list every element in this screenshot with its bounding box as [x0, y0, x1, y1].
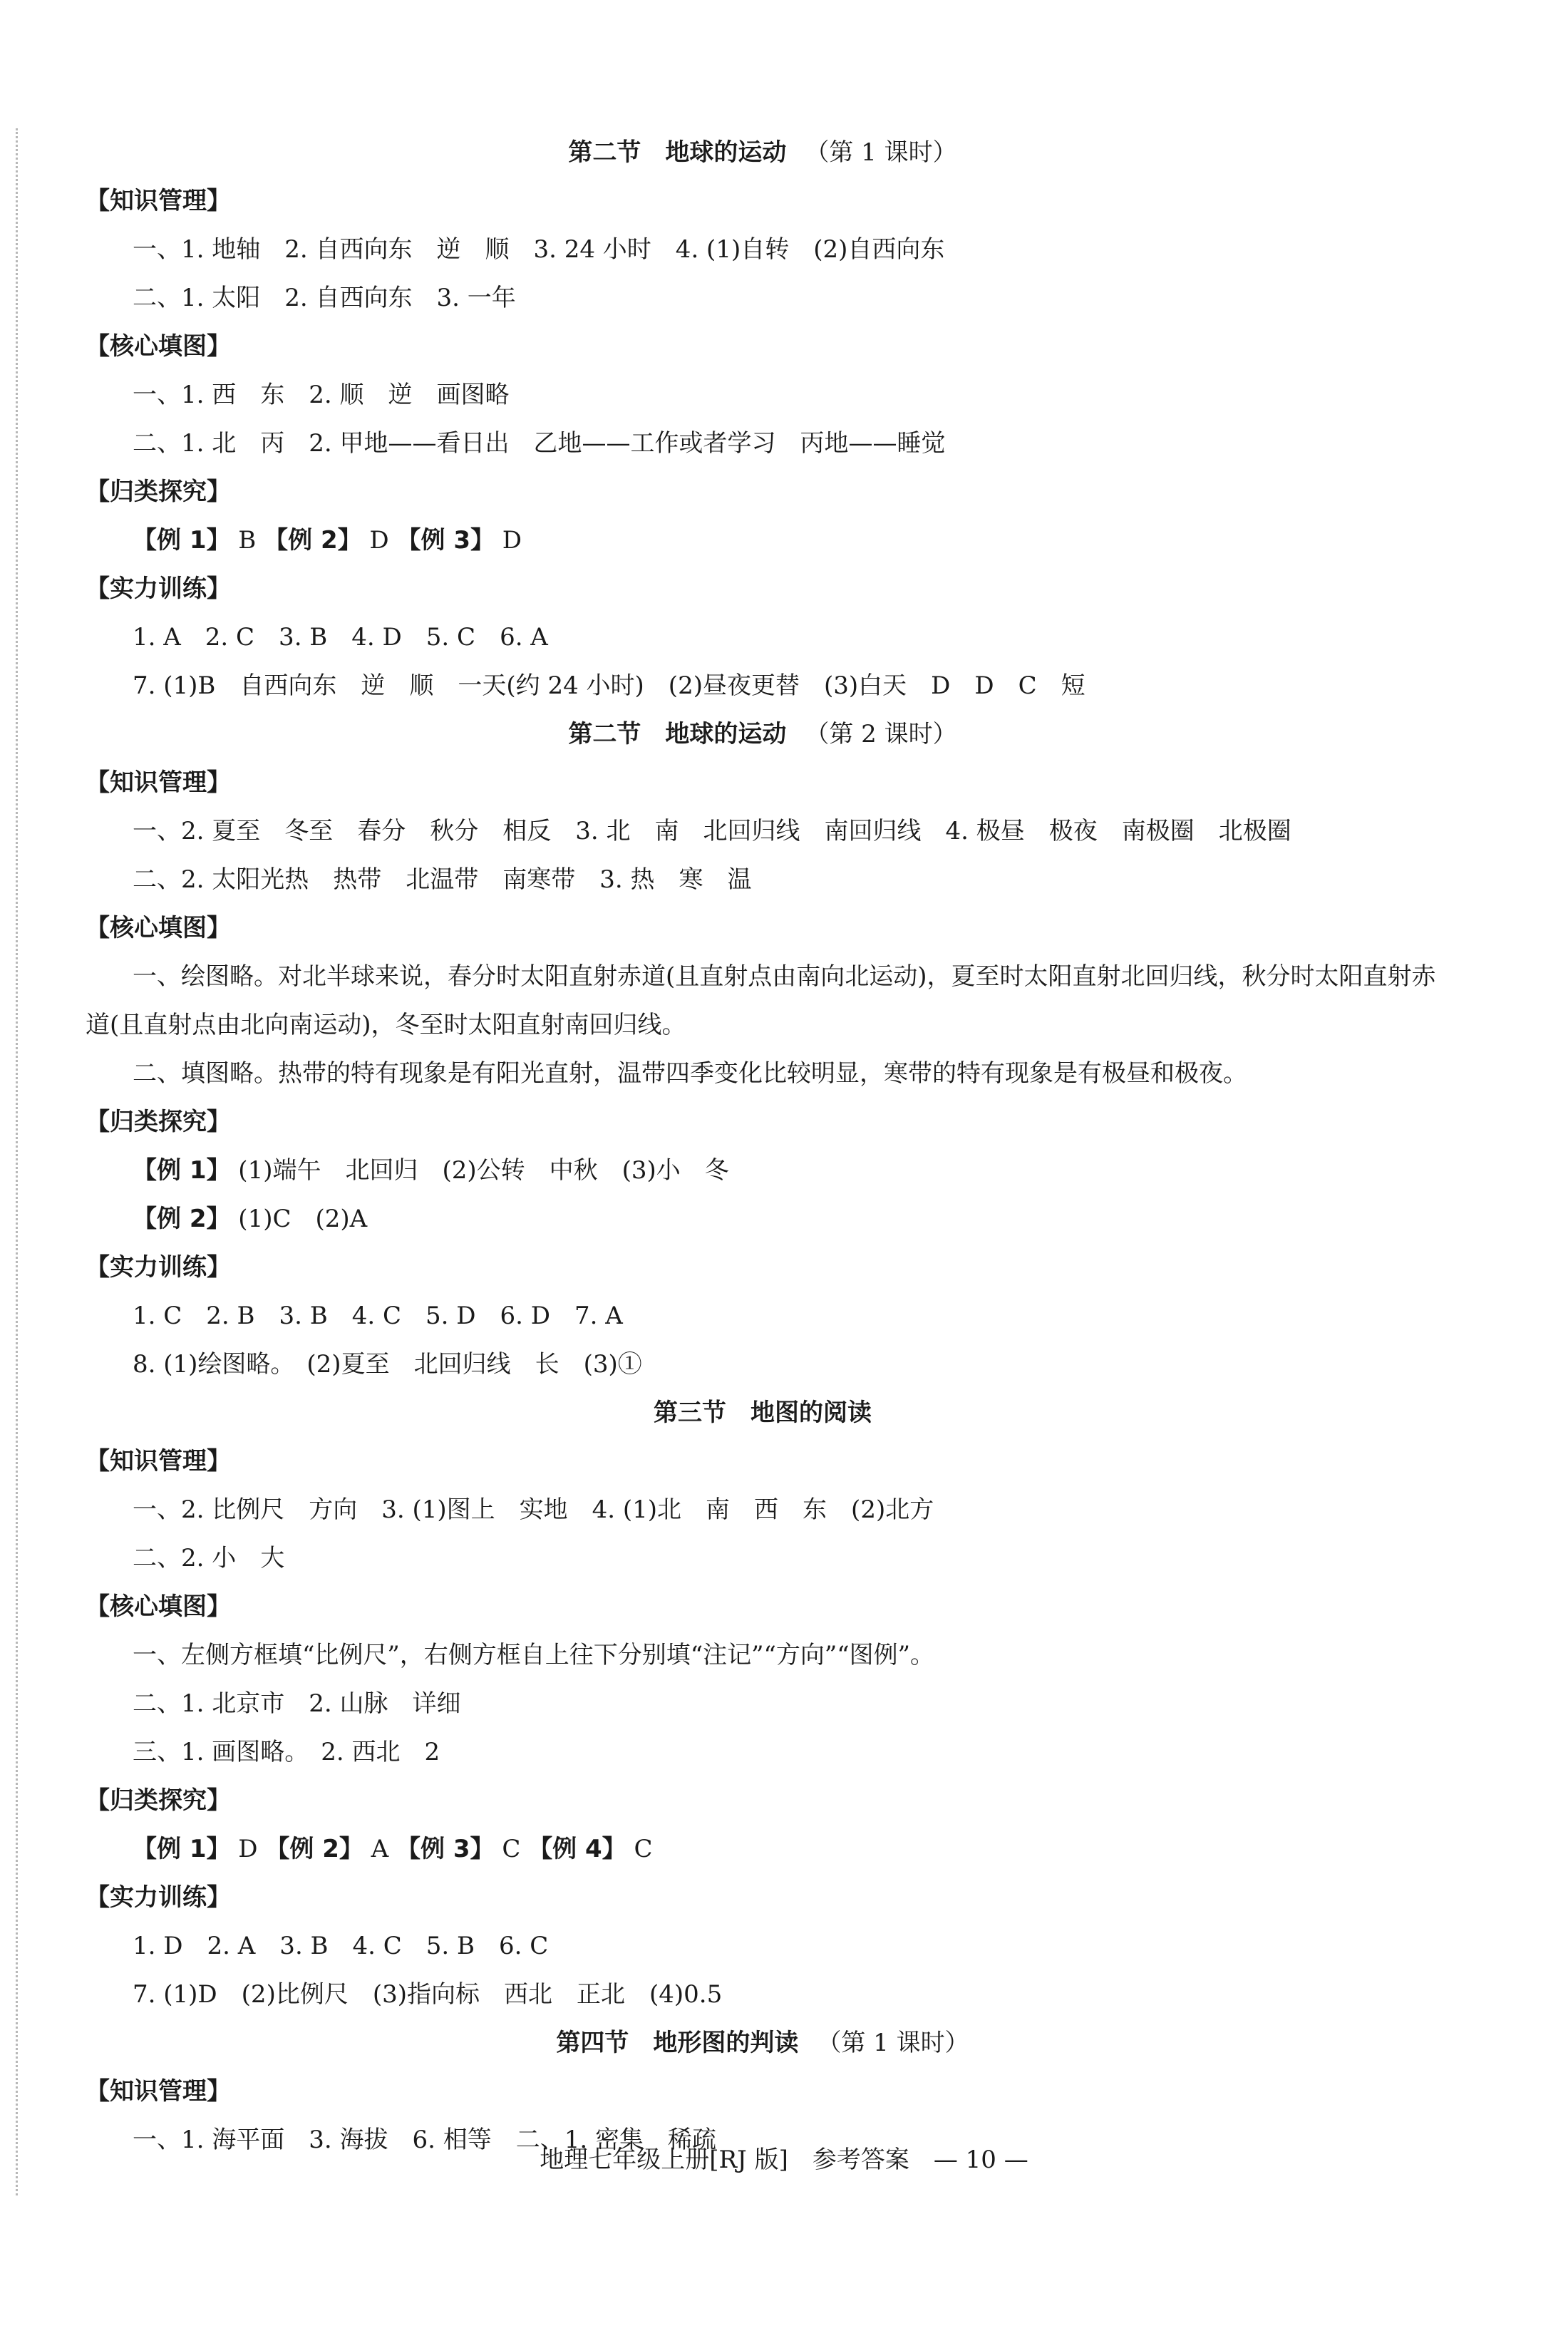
label-knowledge: 【知识管理】	[86, 187, 231, 215]
answer-content	[86, 128, 1440, 2164]
page-footer: 地理七年级上册[RJ 版] 参考答案 — 10 —	[540, 2146, 1028, 2174]
binding-margin-dots	[16, 128, 18, 2195]
answer-line: 一、1. 西 东 2. 顺 逆 画图略	[133, 381, 510, 409]
examples-line: 【例 2】 (1)C (2)A	[133, 1205, 368, 1233]
answer-line: 1. C 2. B 3. B 4. C 5. D 6. D 7. A	[133, 1302, 623, 1330]
example-tag: 【例 3】	[396, 1835, 495, 1863]
answer-line: 一、2. 夏至 冬至 春分 秋分 相反 3. 北 南 北回归线 南回归线 4. 极昼 极夜 南极圈 北极圈	[133, 817, 1291, 845]
example-tag: 【例 2】	[264, 526, 362, 555]
label-practice: 【实力训练】	[86, 575, 231, 603]
answer-line: 二、1. 北京市 2. 山脉 详细	[133, 1689, 461, 1718]
answer-paragraph: 一、绘图略。对北半球来说，春分时太阳直射赤道(且直射点由南向北运动)，夏至时太阳直射北回归线，秋分时太阳直射赤道(且直射点由北向南运动)，冬至时太阳直射南回归线。	[86, 962, 1436, 1039]
example-tag: 【例 3】	[396, 526, 495, 555]
label-classify: 【归类探究】	[86, 1108, 231, 1136]
label-practice: 【实力训练】	[86, 1253, 231, 1282]
example-tag: 【例 2】	[133, 1205, 231, 1233]
section-heading: 第四节 地形图的判读 （第 1 课时）	[556, 2029, 969, 2057]
label-core-map: 【核心填图】	[86, 1592, 231, 1621]
answer-line: 1. A 2. C 3. B 4. D 5. C 6. A	[133, 623, 548, 652]
answer-line: 二、1. 太阳 2. 自西向东 3. 一年	[133, 284, 516, 312]
example-tag: 【例 1】	[133, 1156, 231, 1185]
answer-line: 8. (1)绘图略。 (2)夏至 北回归线 长 (3)①	[133, 1350, 642, 1379]
example-tag: 【例 1】	[133, 526, 231, 555]
answer-line: 1. D 2. A 3. B 4. C 5. B 6. C	[133, 1932, 549, 1960]
answer-line: 三、1. 画图略。 2. 西北 2	[133, 1738, 440, 1766]
section-heading: 第三节 地图的阅读	[654, 1399, 872, 1427]
label-practice: 【实力训练】	[86, 1883, 231, 1912]
answer-line: 一、左侧方框填“比例尺”，右侧方框自上往下分别填“注记”“方向”“图例”。	[133, 1641, 935, 1669]
answer-line: 一、1. 地轴 2. 自西向东 逆 顺 3. 24 小时 4. (1)自转 (2)自西向东	[133, 235, 945, 264]
answer-line: 7. (1)B 自西向东 逆 顺 一天(约 24 小时) (2)昼夜更替 (3)白天 D D C 短	[133, 671, 1085, 700]
label-knowledge: 【知识管理】	[86, 2077, 231, 2106]
example-tag: 【例 1】	[133, 1835, 231, 1863]
answer-line: 一、2. 比例尺 方向 3. (1)图上 实地 4. (1)北 南 西 东 (2)北方	[133, 1495, 934, 1524]
label-knowledge: 【知识管理】	[86, 1447, 231, 1476]
example-tag: 【例 2】	[265, 1835, 363, 1863]
answer-line: 二、1. 北 丙 2. 甲地——看日出 乙地——工作或者学习 丙地——睡觉	[133, 429, 946, 458]
label-knowledge: 【知识管理】	[86, 768, 231, 797]
label-core-map: 【核心填图】	[86, 332, 231, 361]
answer-line: 二、2. 太阳光热 热带 北温带 南寒带 3. 热 寒 温	[133, 865, 752, 894]
example-tag: 【例 4】	[528, 1835, 626, 1863]
answer-paragraph: 二、填图略。热带的特有现象是有阳光直射，温带四季变化比较明显，寒带的特有现象是有极昼和极夜。	[133, 1059, 1247, 1088]
section-heading: 第二节 地球的运动 （第 1 课时）	[568, 138, 957, 167]
answer-line: 7. (1)D (2)比例尺 (3)指向标 西北 正北 (4)0.5	[133, 1980, 723, 2009]
section-heading: 第二节 地球的运动 （第 2 课时）	[568, 720, 957, 748]
examples-line: 【例 1】 B 【例 2】 D 【例 3】 D	[133, 526, 522, 555]
label-classify: 【归类探究】	[86, 478, 231, 506]
label-core-map: 【核心填图】	[86, 914, 231, 942]
examples-line: 【例 1】 (1)端午 北回归 (2)公转 中秋 (3)小 冬	[133, 1156, 729, 1185]
answer-line: 一、1. 海平面 3. 海拔 6. 相等 二、1. 密集 稀疏	[133, 2126, 716, 2154]
label-classify: 【归类探究】	[86, 1786, 231, 1815]
examples-line: 【例 1】 D 【例 2】 A 【例 3】 C 【例 4】 C	[133, 1835, 653, 1863]
answer-line: 二、2. 小 大	[133, 1544, 285, 1572]
